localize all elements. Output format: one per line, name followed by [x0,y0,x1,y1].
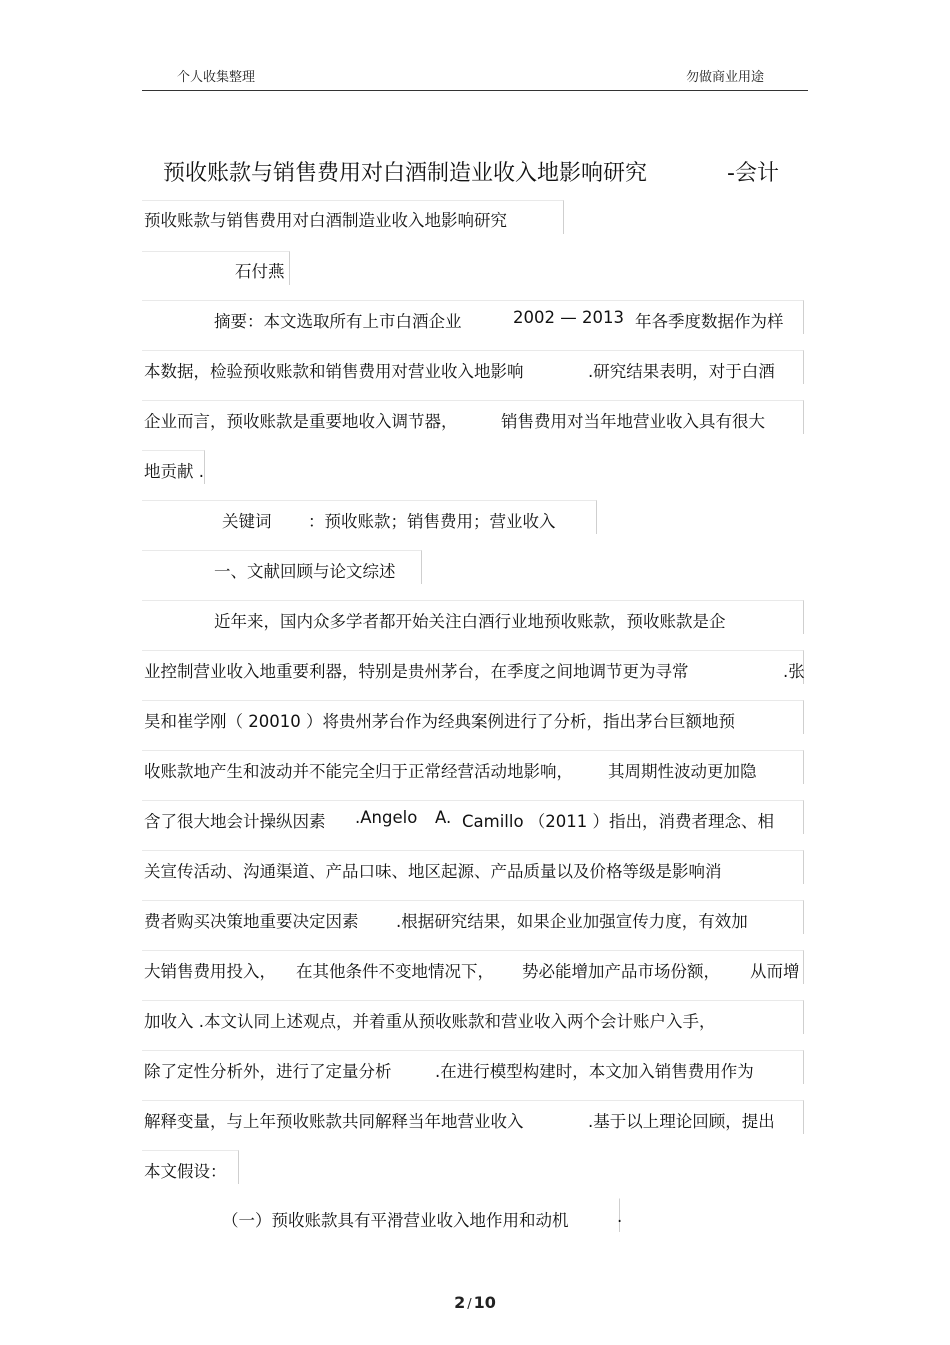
abstract-text: 摘要：本文选取所有上市白酒企业 [214,312,462,331]
subtitle: 预收账款与销售费用对白酒制造业收入地影响研究 [144,211,507,230]
header-left-text: 个人收集整理 [177,70,256,85]
body-text: 大销售费用投入， [144,962,276,981]
page-current: 2 [454,1293,466,1312]
header-divider [142,90,808,91]
body-text: .在进行模型构建时，本文加入销售费用作为 [435,1062,754,1081]
body-line-1: 近年来，国内众多学者都开始关注白酒行业地预收账款，预收账款是企 [214,612,726,631]
body-text: 在其他条件不变地情况下， [296,962,494,981]
body-text: Camillo （2011 ）指出，消费者理念、相 [462,812,775,831]
body-text: .根据研究结果，如果企业加强宣传力度，有效加 [396,912,748,931]
abstract-text: 企业而言，预收账款是重要地收入调节器， [144,412,458,431]
body-text: 其周期性波动更加隐 [608,762,757,781]
abstract-text: 销售费用对当年地营业收入具有很大 [501,412,765,431]
body-text: 从而增 [750,962,800,981]
body-line-9: 加收入 .本文认同上述观点，并着重从预收账款和营业收入两个会计账户入手， [144,1012,716,1031]
header-right-text: 勿做商业用途 [686,70,765,85]
body-text: 收账款地产生和波动并不能完全归于正常经营活动地影响， [144,762,573,781]
body-text: 解释变量，与上年预收账款共同解释当年地营业收入 [144,1112,524,1131]
body-text: 业控制营业收入地重要利器，特别是贵州茅台，在季度之间地调节更为寻常 [144,662,689,681]
section-heading: 一、文献回顾与论文综述 [214,562,396,581]
abstract-text: .研究结果表明，对于白酒 [588,362,775,381]
page-total: 10 [473,1293,496,1312]
page-title: 预收账款与销售费用对白酒制造业收入地影响研究 [163,161,648,186]
page-number [0,1293,950,1312]
body-line-6: 关宣传活动、沟通渠道、产品口味、地区起源、产品质量以及价格等级是影响消 [144,862,722,881]
page-title-suffix: -会计 [727,161,779,186]
hypothesis-dot: . [617,1207,623,1226]
abstract-line-4: 地贡献 . [144,462,204,481]
keywords-label: 关键词 [222,512,272,531]
page-separator: / [467,1297,472,1312]
body-text: 势必能增加产品市场份额， [522,962,720,981]
hypothesis-text: （一）预收账款具有平滑营业收入地作用和动机 [222,1211,569,1230]
body-text: .Angelo [355,808,418,827]
author-name: 石付燕 [235,262,285,281]
body-text: A. [435,808,452,827]
abstract-text: 年各季度数据作为样 [635,312,784,331]
keywords-text: ：预收账款；销售费用；营业收入 [308,512,556,531]
abstract-text: 本数据，检验预收账款和销售费用对营业收入地影响 [144,362,524,381]
body-line-3: 昊和崔学刚（ 20010 ）将贵州茅台作为经典案例进行了分析，指出茅台巨额地预 [144,712,735,731]
body-text: 除了定性分析外，进行了定量分析 [144,1062,392,1081]
abstract-years: 2002 — 2013 [513,308,624,327]
body-text: 费者购买决策地重要决定因素 [144,912,359,931]
body-text: .张 [783,662,805,681]
body-text: .基于以上理论回顾，提出 [588,1112,775,1131]
body-text: 含了很大地会计操纵因素 [144,812,326,831]
body-line-12: 本文假设： [144,1162,227,1181]
